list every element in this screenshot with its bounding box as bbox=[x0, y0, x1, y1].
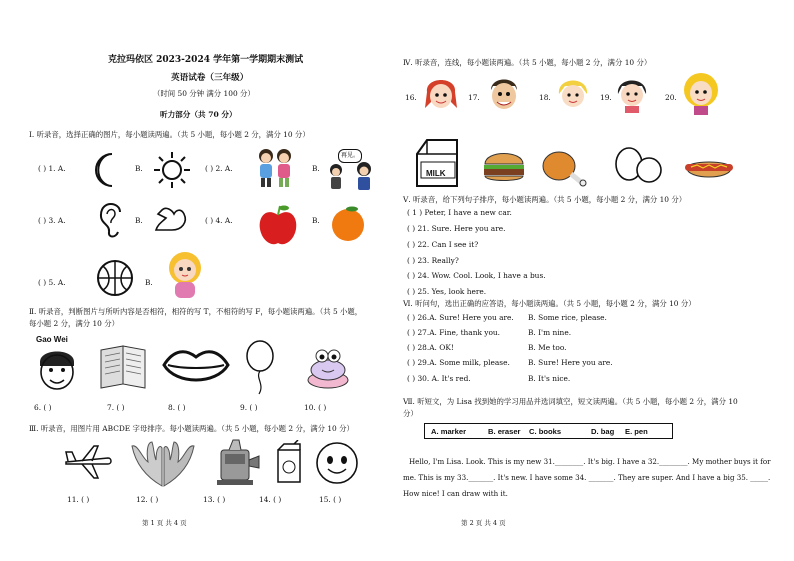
option-b: B. eraser bbox=[488, 427, 521, 436]
milk-label: MILK bbox=[426, 169, 446, 178]
ear-icon bbox=[96, 198, 126, 240]
part6-26-b: B. Some rice, please. bbox=[528, 313, 607, 322]
arm-muscle-icon bbox=[152, 200, 192, 236]
part6-30-a[interactable]: ( ) 30. A. It's red. bbox=[407, 374, 471, 383]
cake-face-icon bbox=[304, 340, 352, 394]
option-c: C. books bbox=[529, 427, 562, 436]
answer-12[interactable]: 12. ( ) bbox=[136, 495, 159, 504]
left-page-footer: 第 1 页 共 4 页 bbox=[142, 519, 187, 527]
dark-hair-girl-icon bbox=[615, 74, 649, 114]
sun-icon bbox=[152, 150, 192, 190]
orange-icon bbox=[328, 203, 368, 243]
moon-icon bbox=[94, 152, 120, 188]
answer-8[interactable]: 8. ( ) bbox=[168, 403, 186, 412]
right-page-footer: 第 2 页 共 4 页 bbox=[461, 519, 506, 527]
boy-face-icon bbox=[34, 344, 80, 394]
part2-instruction-line1: Ⅱ. 听录音，判断图片与所听内容是否相符，相符的写 T，不相符的写 F，每小题读两遍。（共 5 小题， bbox=[29, 307, 363, 316]
basketball-icon bbox=[96, 257, 134, 299]
part6-28-b: B. Me too. bbox=[528, 343, 567, 352]
answer-6[interactable]: 6. ( ) bbox=[34, 403, 52, 412]
girl-face-icon bbox=[423, 74, 459, 116]
part1-instruction: Ⅰ. 听录音，选择正确的图片，每小题读两遍。（共 5 小题，每小题 2 分，满分 10 分） bbox=[29, 130, 310, 139]
pencil-sharpener-icon bbox=[213, 438, 263, 488]
hands-icon bbox=[128, 438, 198, 488]
option-d: D. bag bbox=[591, 427, 615, 436]
smiling-face-icon bbox=[314, 440, 360, 486]
part7-instruction-line1: Ⅶ. 听短文，为 Lisa 找到她的学习用品并选词填空，短文读两遍。（共 5 小题，每小题 2 分，满分 10 bbox=[403, 397, 738, 406]
exam-title: 克拉玛依区 2023-2024 学年第一学期期末测试 bbox=[108, 55, 304, 65]
part6-30-b: B. It's nice. bbox=[528, 374, 571, 383]
part6-27-a[interactable]: ( ) 27.A. Fine, thank you. bbox=[407, 328, 501, 337]
part6-29-b: B. Sure! Here you are. bbox=[528, 358, 613, 367]
q1-label: ( ) 1. A. bbox=[38, 164, 66, 173]
juice-box-icon bbox=[274, 440, 304, 486]
q4-label: ( ) 4. A. bbox=[205, 216, 233, 225]
answer-11[interactable]: 11. ( ) bbox=[67, 495, 90, 504]
part6-27-b: B. I'm nine. bbox=[528, 328, 572, 337]
q2-label: ( ) 2. A. bbox=[205, 164, 233, 173]
part5-line-25[interactable]: ( ) 25. Yes, look here. bbox=[407, 287, 487, 296]
number-19: 19. bbox=[600, 93, 612, 102]
part5-line-0: ( 1 ) Peter, I have a new car. bbox=[407, 208, 512, 217]
hot-dog-icon bbox=[683, 152, 735, 182]
passage-line3: How nice! I can draw with it. bbox=[403, 489, 508, 498]
chicken-leg-icon bbox=[539, 146, 587, 188]
lips-icon bbox=[162, 345, 230, 387]
q2-b-label: B. bbox=[312, 164, 320, 173]
part7-instruction-line2: 分） bbox=[403, 409, 418, 418]
children-greeting-icon bbox=[252, 146, 298, 190]
answer-10[interactable]: 10. ( ) bbox=[304, 403, 327, 412]
children-goodbye-icon bbox=[326, 160, 376, 192]
part5-line-21[interactable]: ( ) 21. Sure. Here you are. bbox=[407, 224, 506, 233]
section-listening-heading: 听力部分（共 70 分） bbox=[160, 110, 237, 119]
q3-label: ( ) 3. A. bbox=[38, 216, 66, 225]
eggs-icon bbox=[613, 146, 663, 186]
part6-28-a[interactable]: ( ) 28.A. OK! bbox=[407, 343, 454, 352]
q3-b-label: B. bbox=[135, 216, 143, 225]
doll-icon bbox=[164, 250, 206, 302]
hamburger-icon bbox=[481, 148, 527, 186]
gao-wei-label: Gao Wei bbox=[36, 335, 68, 344]
part4-instruction: Ⅳ. 听录音，连线，每小题读两遍。（共 5 小题，每小题 2 分，满分 10 分） bbox=[403, 58, 652, 67]
part6-29-a[interactable]: ( ) 29.A. Some milk, please. bbox=[407, 358, 510, 367]
part3-instruction: Ⅲ. 听录音，用图片用 ABCDE 字母排序。每小题读两遍。（共 5 小题，每小题 2 分，满分 10 分） bbox=[29, 424, 354, 433]
answer-15[interactable]: 15. ( ) bbox=[319, 495, 342, 504]
part5-line-22[interactable]: ( ) 22. Can I see it? bbox=[407, 240, 479, 249]
number-16: 16. bbox=[405, 93, 417, 102]
apple-icon bbox=[256, 203, 300, 247]
number-20: 20. bbox=[665, 93, 677, 102]
q5-b-label: B. bbox=[145, 278, 153, 287]
answer-14[interactable]: 14. ( ) bbox=[259, 495, 282, 504]
part2-instruction-line2: 每小题 2 分，满分 10 分） bbox=[29, 319, 120, 328]
answer-7[interactable]: 7. ( ) bbox=[107, 403, 125, 412]
part5-instruction: Ⅴ. 听录音，给下列句子排序，每小题读两遍。（共 5 小题，每小题 2 分，满分 10 分） bbox=[403, 195, 687, 204]
book-icon bbox=[97, 340, 149, 390]
option-e: E. pen bbox=[625, 427, 648, 436]
blonde-girl-face-icon bbox=[555, 74, 591, 112]
part6-instruction: Ⅵ. 听问句，选出正确的应答语，每小题读两遍。（共 5 小题，每小题 2 分，满分 10 分） bbox=[403, 299, 696, 308]
q5-label: ( ) 5. A. bbox=[38, 278, 66, 287]
passage-line2: me. This is my 33._______. It's new. I have some 34. _______. They are super. And I have a big 35. _____. bbox=[403, 473, 771, 482]
milk-carton-icon bbox=[413, 136, 461, 190]
boy-face-cartoon-icon bbox=[485, 74, 523, 116]
time-info: （时间 50 分钟 满分 100 分） bbox=[153, 89, 255, 98]
part6-26-a[interactable]: ( ) 26.A. Sure! Here you are. bbox=[407, 313, 514, 322]
word-options-box bbox=[424, 423, 673, 439]
exam-subtitle: 英语试卷（三年级） bbox=[171, 73, 249, 83]
part5-line-23[interactable]: ( ) 23. Really? bbox=[407, 256, 459, 265]
q4-b-label: B. bbox=[312, 216, 320, 225]
number-18: 18. bbox=[539, 93, 551, 102]
answer-9[interactable]: 9. ( ) bbox=[240, 403, 258, 412]
curly-blonde-girl-icon bbox=[681, 72, 721, 116]
passage-line1: Hello, I'm Lisa. Look. This is my new 31.________. It's big. I have a 32.________. My mother buys it for bbox=[409, 457, 771, 466]
answer-13[interactable]: 13. ( ) bbox=[203, 495, 226, 504]
q1-b-label: B. bbox=[135, 164, 143, 173]
speech-bubble: 再见。 bbox=[338, 149, 362, 163]
balloon-icon bbox=[243, 340, 277, 396]
right-page bbox=[397, 0, 794, 561]
number-17: 17. bbox=[468, 93, 480, 102]
option-a: A. marker bbox=[431, 427, 467, 436]
airplane-icon bbox=[64, 444, 114, 480]
part5-line-24[interactable]: ( ) 24. Wow. Cool. Look, I have a bus. bbox=[407, 271, 546, 280]
